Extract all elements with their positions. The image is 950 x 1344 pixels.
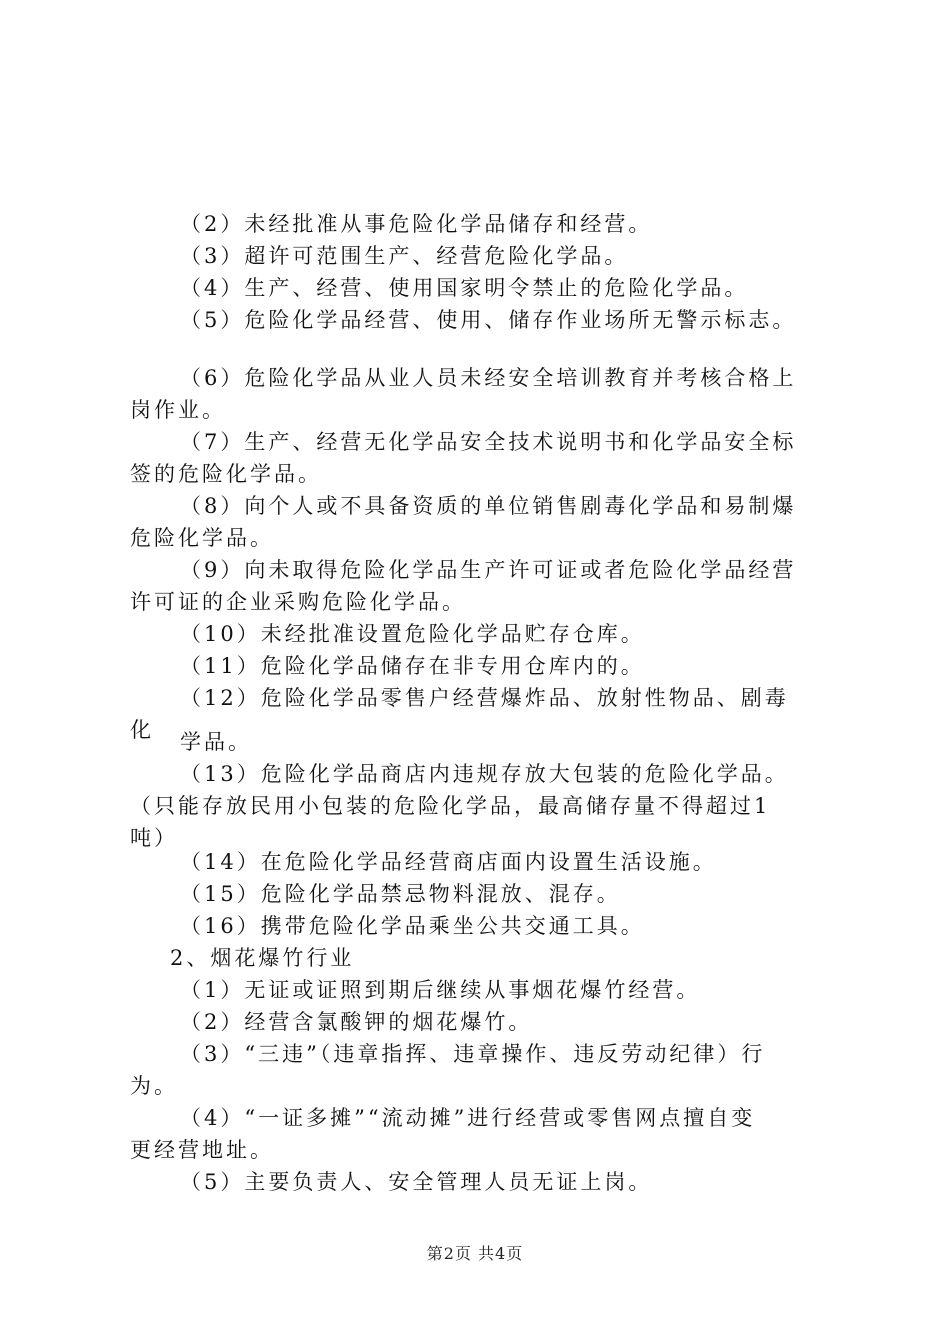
text-line: 更经营地址。 [130,1138,274,1162]
text-line: 为。 [130,1074,178,1098]
text-line: （2）经营含氯酸钾的烟花爆竹。 [180,1010,533,1034]
text-line: （4）生产、经营、使用国家明令禁止的危险化学品。 [180,276,749,300]
text-line: （5）主要负责人、安全管理人员无证上岗。 [180,1170,653,1194]
text-line: 许可证的企业采购危险化学品。 [130,590,466,614]
text-line: （11）危险化学品储存在非专用仓库内的。 [180,654,645,678]
section-heading: 2、烟花爆竹行业 [170,946,355,970]
text-line: （2）未经批准从事危险化学品储存和经营。 [180,212,653,236]
text-line: （10）未经批准设置危险化学品贮存仓库。 [180,622,645,646]
text-line: （3）超许可范围生产、经营危险化学品。 [180,244,629,268]
text-line: （4）“一证多摊”“流动摊”进行经营或零售网点擅自变 [180,1106,756,1130]
text-line: （15）危险化学品禁忌物料混放、混存。 [180,882,621,906]
text-line: （5）危险化学品经营、使用、储存作业场所无警示标志。 [180,308,797,332]
text-line: （12）危险化学品零售户经营爆炸品、放射性物品、剧毒 [180,686,789,710]
text-line: （3）“三违”（违章指挥、违章操作、违反劳动纪律）行 [180,1042,766,1066]
text-line: （14）在危险化学品经营商店面内设置生活设施。 [180,850,717,874]
text-line: 签的危险化学品。 [130,462,322,486]
text-line: 危险化学品。 [130,526,274,550]
text-line: 化 [130,718,154,742]
text-line: （9）向未取得危险化学品生产许可证或者危险化学品经营 [180,558,797,582]
text-line: （7）生产、经营无化学品安全技术说明书和化学品安全标 [180,430,797,454]
text-line: （13）危险化学品商店内违规存放大包装的危险化学品。 [180,762,789,786]
text-line: （8）向个人或不具备资质的单位销售剧毒化学品和易制爆 [180,494,797,518]
text-line: （6）危险化学品从业人员未经安全培训教育并考核合格上 [180,366,797,390]
text-line: 吨） [130,826,178,850]
text-line: （1）无证或证照到期后继续从事烟花爆竹经营。 [180,978,701,1002]
text-line: （16）携带危险化学品乘坐公共交通工具。 [180,914,645,938]
text-line: （只能存放民用小包装的危险化学品，最高储存量不得超过1 [130,794,771,818]
page-footer: 第2页 共4页 [426,1244,524,1263]
text-line: 岗作业。 [130,398,226,422]
text-line: 学品。 [180,730,252,754]
